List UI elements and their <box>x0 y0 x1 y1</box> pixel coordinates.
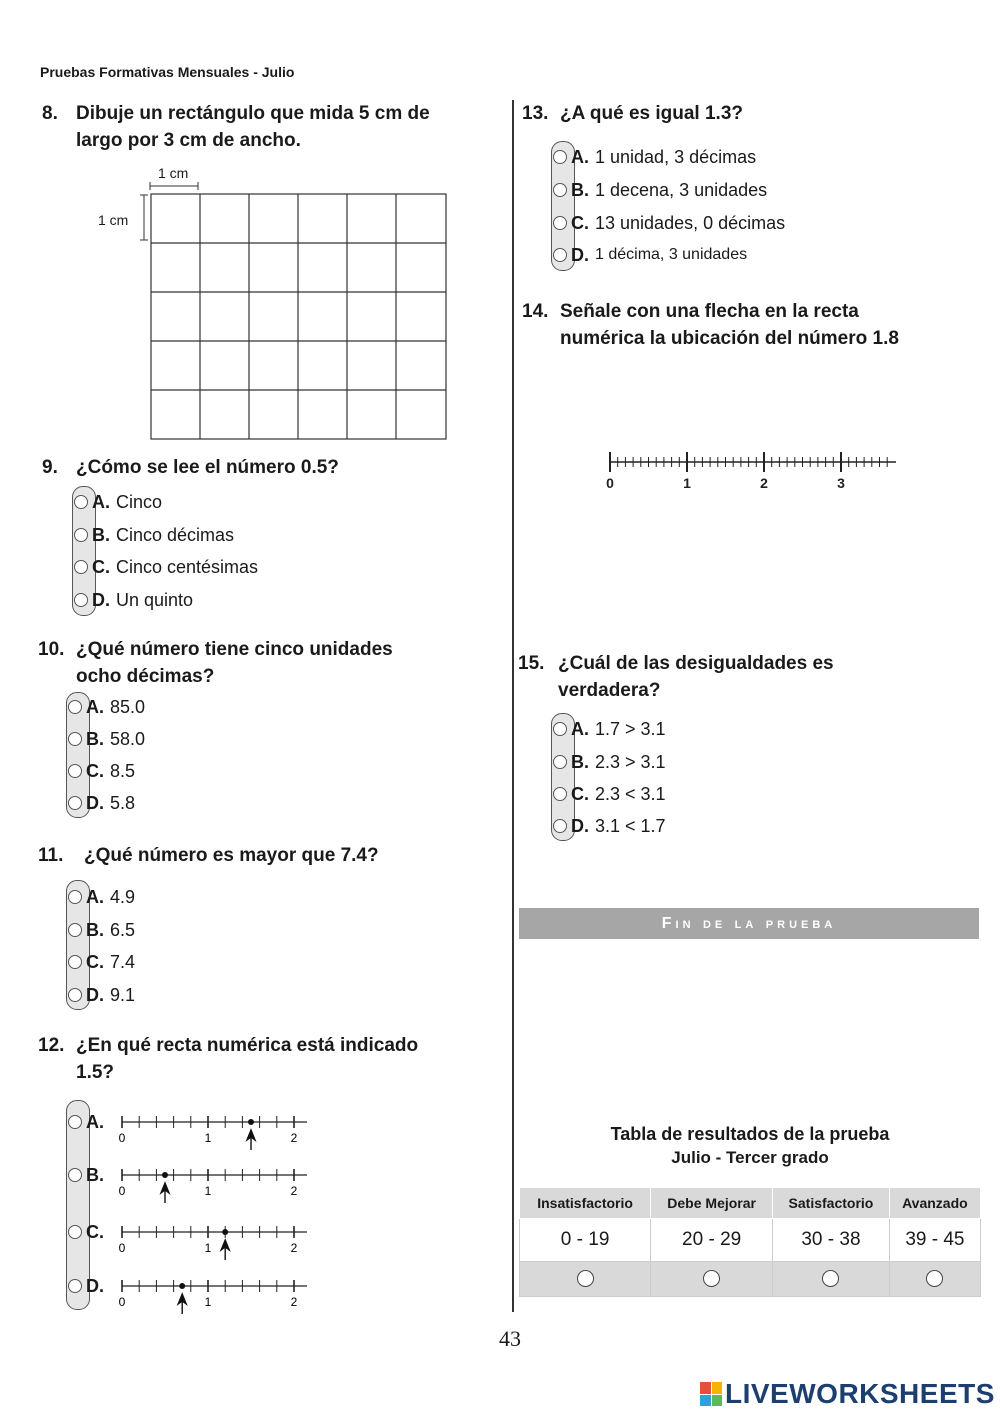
number-line-q14[interactable] <box>600 446 900 494</box>
question-8-number: 8. <box>42 103 58 124</box>
grid-width-label: 1 cm <box>158 165 189 181</box>
option-15c[interactable]: C. 2.3 < 3.1 <box>553 779 666 809</box>
question-9-number: 9. <box>42 457 58 478</box>
option-11c[interactable]: C. 7.4 <box>68 947 135 977</box>
option-12a[interactable]: A. <box>68 1107 110 1137</box>
result-radio-avanzado[interactable] <box>926 1270 943 1287</box>
option-9d[interactable]: D. Un quinto <box>74 585 193 615</box>
radio-icon[interactable] <box>68 955 82 969</box>
question-9-text: ¿Cómo se lee el número 0.5? <box>76 457 339 478</box>
option-13c[interactable]: C. 13 unidades, 0 décimas <box>553 208 785 238</box>
radio-icon[interactable] <box>68 764 82 778</box>
tick-label: 0 <box>118 1241 126 1255</box>
results-header: Avanzado <box>889 1188 980 1219</box>
marked-point <box>222 1229 228 1235</box>
question-13: 13. ¿A qué es igual 1.3? <box>522 103 744 124</box>
arrow-up-icon <box>221 1240 229 1260</box>
end-of-test-banner: Fin de la prueba <box>519 908 979 939</box>
tick-label: 1 <box>204 1295 212 1309</box>
tick-label: 0 <box>118 1184 126 1198</box>
option-13d[interactable]: D. 1 décima, 3 unidades <box>553 240 747 270</box>
option-12c[interactable]: C. <box>68 1217 110 1247</box>
radio-icon[interactable] <box>553 819 567 833</box>
grid-height-label: 1 cm <box>98 212 129 228</box>
tick-label: 0 <box>118 1131 126 1145</box>
radio-icon[interactable] <box>68 890 82 904</box>
results-table-subtitle: Julio - Tercer grado <box>671 1148 829 1167</box>
result-radio-satisfactorio[interactable] <box>822 1270 839 1287</box>
results-table-title: Tabla de resultados de la prueba <box>610 1124 890 1144</box>
radio-icon[interactable] <box>553 755 567 769</box>
tick-label: 0 <box>118 1295 126 1309</box>
tick-label: 2 <box>290 1241 298 1255</box>
radio-icon[interactable] <box>68 923 82 937</box>
radio-icon[interactable] <box>68 1225 82 1239</box>
tick-label: 1 <box>204 1184 212 1198</box>
arrow-up-icon <box>178 1294 186 1314</box>
option-10a[interactable]: A. 85.0 <box>68 692 145 722</box>
tick-label: 1 <box>204 1241 212 1255</box>
option-13a[interactable]: A. 1 unidad, 3 décimas <box>553 142 756 172</box>
results-header: Insatisfactorio <box>520 1188 651 1219</box>
tick-label: 1 <box>683 475 691 491</box>
radio-icon[interactable] <box>68 732 82 746</box>
tick-label: 2 <box>290 1295 298 1309</box>
question-9 <box>42 454 339 481</box>
question-8-line1: Dibuje un rectángulo que mida 5 cm de <box>76 103 430 124</box>
number-line-option-a <box>112 1109 312 1157</box>
tick-label: 2 <box>760 475 768 491</box>
radio-icon[interactable] <box>68 1279 82 1293</box>
number-line-option-c <box>112 1219 312 1267</box>
results-range: 30 - 38 <box>773 1219 890 1262</box>
option-15a[interactable]: A. 1.7 > 3.1 <box>553 714 666 744</box>
option-9c[interactable]: C. Cinco centésimas <box>74 552 258 582</box>
tick-label: 0 <box>606 475 614 491</box>
liveworksheets-logo: LIVEWORKSHEETS <box>700 1378 995 1410</box>
radio-icon[interactable] <box>74 593 88 607</box>
tick-label: 1 <box>204 1131 212 1145</box>
arrow-up-icon <box>161 1183 169 1203</box>
option-10b[interactable]: B. 58.0 <box>68 724 145 754</box>
question-14: 14. Señale con una flecha en la recta numérica la ubicación del número 1.8 <box>522 301 899 349</box>
radio-icon[interactable] <box>553 787 567 801</box>
page-header: Pruebas Formativas Mensuales - Julio <box>40 64 295 80</box>
tick-label: 2 <box>290 1184 298 1198</box>
radio-icon[interactable] <box>68 1168 82 1182</box>
results-header: Debe Mejorar <box>651 1188 773 1219</box>
option-9b[interactable]: B. Cinco décimas <box>74 520 234 550</box>
option-13b[interactable]: B. 1 decena, 3 unidades <box>553 175 767 205</box>
marked-point <box>248 1119 254 1125</box>
results-range: 20 - 29 <box>651 1219 773 1262</box>
drawing-grid[interactable] <box>150 193 448 441</box>
option-15b[interactable]: B. 2.3 > 3.1 <box>553 747 666 777</box>
option-15d[interactable]: D. 3.1 < 1.7 <box>553 811 666 841</box>
liveworksheets-logo-icon <box>700 1382 722 1406</box>
question-11: 11. ¿Qué número es mayor que 7.4? <box>38 845 379 866</box>
column-divider <box>512 100 514 1312</box>
marked-point <box>179 1283 185 1289</box>
number-line-option-d <box>112 1273 312 1321</box>
radio-icon[interactable] <box>68 796 82 810</box>
option-11d[interactable]: D. 9.1 <box>68 980 135 1010</box>
radio-icon[interactable] <box>74 560 88 574</box>
radio-icon[interactable] <box>74 528 88 542</box>
arrow-up-icon <box>247 1130 255 1150</box>
marked-point <box>162 1172 168 1178</box>
radio-icon[interactable] <box>68 1115 82 1129</box>
radio-icon[interactable] <box>68 700 82 714</box>
results-range: 39 - 45 <box>889 1219 980 1262</box>
tick-label: 3 <box>837 475 845 491</box>
results-table <box>519 1187 981 1297</box>
radio-icon[interactable] <box>74 495 88 509</box>
result-radio-insatisfactorio[interactable] <box>577 1270 594 1287</box>
option-12b[interactable]: B. <box>68 1160 110 1190</box>
results-header: Satisfactorio <box>773 1188 890 1219</box>
question-10: 10. ¿Qué número tiene cinco unidades ocho décimas? <box>38 639 393 687</box>
question-12: 12. ¿En qué recta numérica está indicado 1.5? <box>38 1035 419 1083</box>
option-12d[interactable]: D. <box>68 1271 110 1301</box>
page-number: 43 <box>499 1326 521 1351</box>
option-10d[interactable]: D. 5.8 <box>68 788 135 818</box>
radio-icon[interactable] <box>553 722 567 736</box>
option-11b[interactable]: B. 6.5 <box>68 915 135 945</box>
option-9a[interactable]: A. Cinco <box>74 487 162 517</box>
question-8-line2: largo por 3 cm de ancho. <box>76 130 301 151</box>
option-10c[interactable]: C. 8.5 <box>68 756 135 786</box>
number-line-option-b <box>112 1162 312 1210</box>
tick-label: 2 <box>290 1131 298 1145</box>
radio-icon[interactable] <box>553 150 567 164</box>
radio-icon[interactable] <box>553 216 567 230</box>
radio-icon[interactable] <box>68 988 82 1002</box>
question-15: 15. ¿Cuál de las desigualdades es verdadera? <box>518 653 834 701</box>
radio-icon[interactable] <box>553 183 567 197</box>
result-radio-debe-mejorar[interactable] <box>703 1270 720 1287</box>
radio-icon[interactable] <box>553 248 567 262</box>
option-11a[interactable]: A. 4.9 <box>68 882 135 912</box>
results-range: 0 - 19 <box>520 1219 651 1262</box>
question-8 <box>42 100 430 154</box>
